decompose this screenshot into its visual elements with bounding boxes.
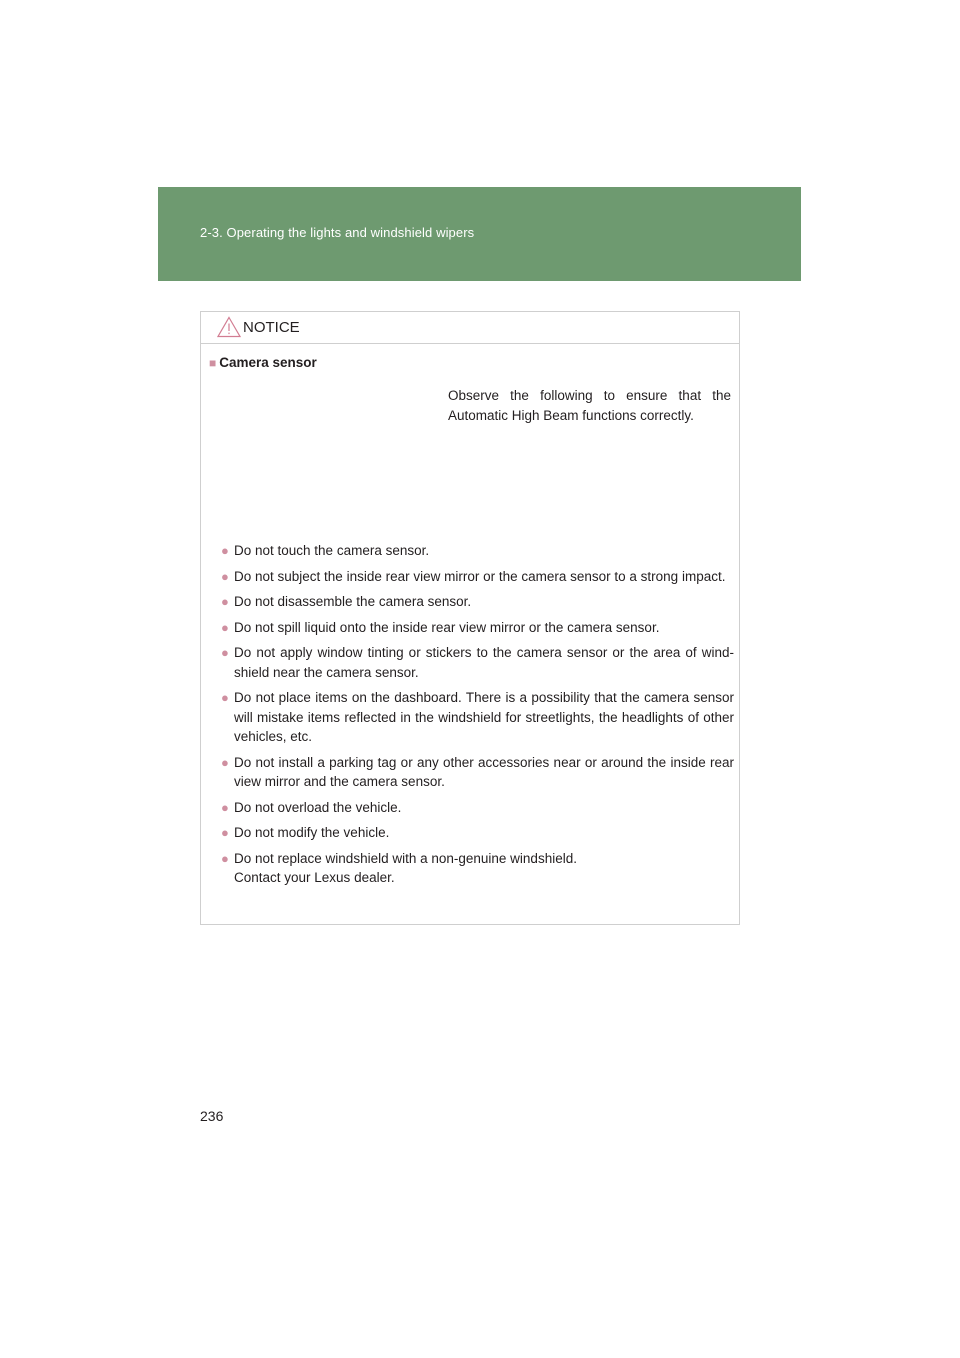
intro-paragraph: Observe the following to ensure that the Automatic High Beam functions correctly. <box>448 388 731 423</box>
list-item: ● Do not apply window tinting or stickers to the camera sensor or the area of wind-shield near the camera sensor. <box>221 645 734 680</box>
list-item: ● Do not place items on the dashboard. There is a possibility that the camera sensor will mistake items reflected in the windshield for streetlights, the headlights of other vehicles, etc. <box>221 690 734 744</box>
bullet-dot-icon: ● <box>221 754 229 770</box>
page-number: 236 <box>200 1108 224 1124</box>
chapter-title: 2-3. Operating the lights and windshield wipers <box>200 225 475 240</box>
bullet-dot-icon: ● <box>221 543 229 558</box>
bullet-dot-icon: ● <box>221 799 229 815</box>
bullet-dot-icon: ● <box>221 568 229 584</box>
square-bullet-icon: ■ <box>209 356 217 370</box>
bullet-dot-icon: ● <box>221 619 229 635</box>
notice-box <box>200 311 740 925</box>
notice-header <box>201 312 739 344</box>
notice-label: NOTICE <box>243 319 300 336</box>
warning-triangle-icon <box>217 316 241 338</box>
list-item: ● Do not spill liquid onto the inside rear view mirror or the camera sensor. <box>221 618 734 638</box>
bullet-dot-icon: ● <box>221 825 229 840</box>
chapter-header <box>158 187 801 281</box>
bullet-list <box>221 541 734 894</box>
bullet-dot-icon: ● <box>221 594 229 609</box>
list-item: ● Do not subject the inside rear view mirror or the camera sensor to a strong impact. <box>221 567 734 587</box>
list-item: ● Do not install a parking tag or any other accessories near or around the inside rear view mirror and the camera sensor. <box>221 754 734 789</box>
list-item: ● Do not replace windshield with a non-genuine windshield. Contact your Lexus dealer. <box>221 850 577 885</box>
list-item: ● Do not disassemble the camera sensor. <box>221 592 734 612</box>
bullet-dot-icon: ● <box>221 690 229 705</box>
bullet-dot-icon: ● <box>221 850 229 866</box>
bullet-dot-icon: ● <box>221 645 229 660</box>
section-heading <box>209 355 317 370</box>
list-item: ● Do not modify the vehicle. <box>221 823 734 843</box>
section-title: Camera sensor <box>219 355 317 370</box>
list-item: ● Do not overload the vehicle. <box>221 798 734 818</box>
list-item: ● Do not touch the camera sensor. <box>221 541 734 561</box>
